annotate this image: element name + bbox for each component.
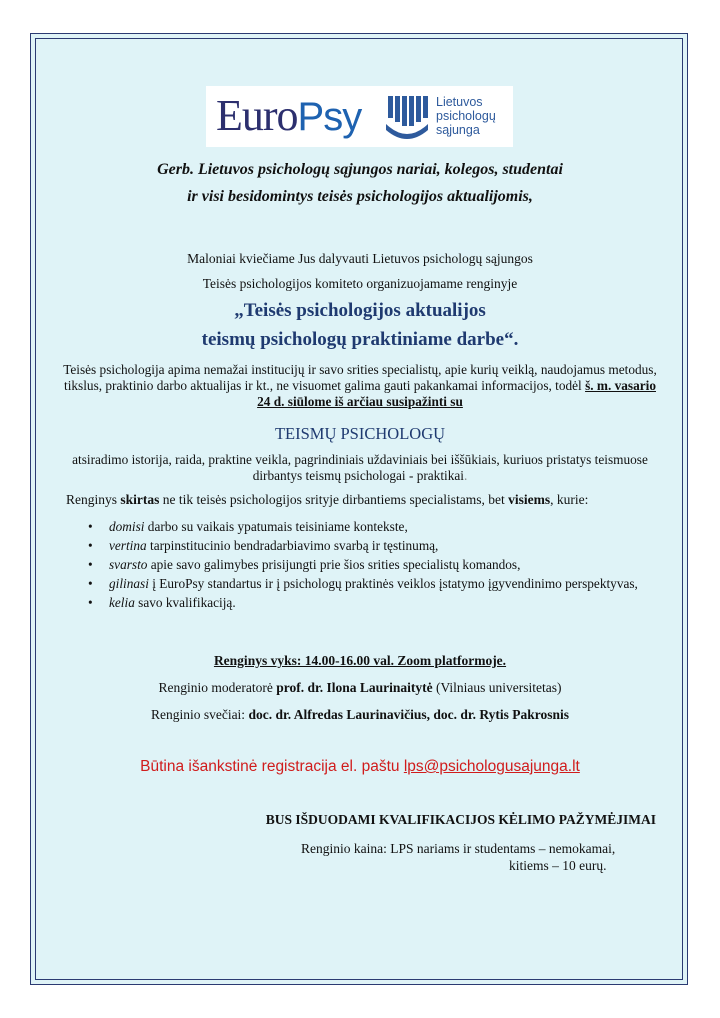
moderator: Renginio moderatorė prof. dr. Ilona Laurinaitytė (Vilniaus universitetas) (158, 680, 562, 695)
registration-email-link[interactable]: lps@psichologusajunga.lt (403, 758, 580, 775)
intro-paragraph: Teisės psichologija apima nemažai institucijų ir savo srities specialistų, apie kurių veiklą, naudojamus metodus, tikslus, praktinio darbo aktualijas ir kt., ne visuomet galima gauti pakankamai informacijos, todėl š. m. vasario 24 d. siūlome iš arčiau susipažinti su (63, 362, 657, 409)
section-heading: TEISMŲ PSICHOLOGŲ (274, 424, 446, 443)
event-title: „Teisės psichologijos aktualijos teismų psichologų praktiniame darbe“. (201, 300, 519, 350)
lps-logo-text: Lietuvos psichologų sąjunga (436, 95, 496, 137)
lps-logo-icon (384, 94, 430, 140)
greeting: Gerb. Lietuvos psichologų sąjungos nariai, kolegos, studentai ir visi besidomintys teisės psichologijos aktualijomis, (157, 161, 563, 205)
description-paragraph: atsiradimo istorija, raida, praktine veikla, pagrindiniais uždaviniais bei iššūkiais, kuriuos pristatys teismuose dirbantys teismų psichologai - praktikai. (72, 452, 648, 483)
list-item: • gilinasi į EuroPsy standartus ir į psichologų praktinės veiklos įstatymo įgyvendinimo perspektyvas, (88, 576, 638, 591)
audience-list (88, 519, 656, 614)
logo-banner (206, 86, 513, 147)
europsy-logo: EuroPsy (216, 91, 362, 140)
guests: Renginio svečiai: doc. dr. Alfredas Laurinavičius, doc. dr. Rytis Pakrosnis (150, 707, 570, 722)
certificates-notice: BUS IŠDUODAMI KVALIFIKACIJOS KĖLIMO PAŽYMĖJIMAI (265, 812, 656, 827)
list-item: • domisi darbo su vaikais ypatumais teisiniame kontekste, (88, 519, 408, 534)
audience-intro: Renginys skirtas ne tik teisės psichologijos srityje dirbantiems specialistams, bet visiems, kurie: (66, 492, 589, 507)
price: Renginio kaina: LPS nariams ir studentams – nemokamai, kitiems – 10 eurų. (301, 841, 616, 873)
date-highlight: š. m. vasario 24 d. siūlome iš arčiau susipažinti su (257, 378, 656, 409)
list-item: • vertina tarpinstitucinio bendradarbiavimo svarbą ir tęstinumą, (88, 538, 439, 553)
event-time: Renginys vyks: 14.00-16.00 val. Zoom platformoje. (213, 653, 507, 668)
list-item: • kelia savo kvalifikaciją. (88, 595, 236, 610)
invitation: Maloniai kviečiame Jus dalyvauti Lietuvos psichologų sąjungos Teisės psichologijos komiteto organizuojamame renginyje (187, 251, 533, 291)
list-item: • svarsto apie savo galimybes prisijungti prie šios srities specialistų komandos, (88, 557, 521, 572)
registration: Būtina išankstinė registracija el. paštu lps@psichologusajunga.lt (140, 758, 580, 775)
